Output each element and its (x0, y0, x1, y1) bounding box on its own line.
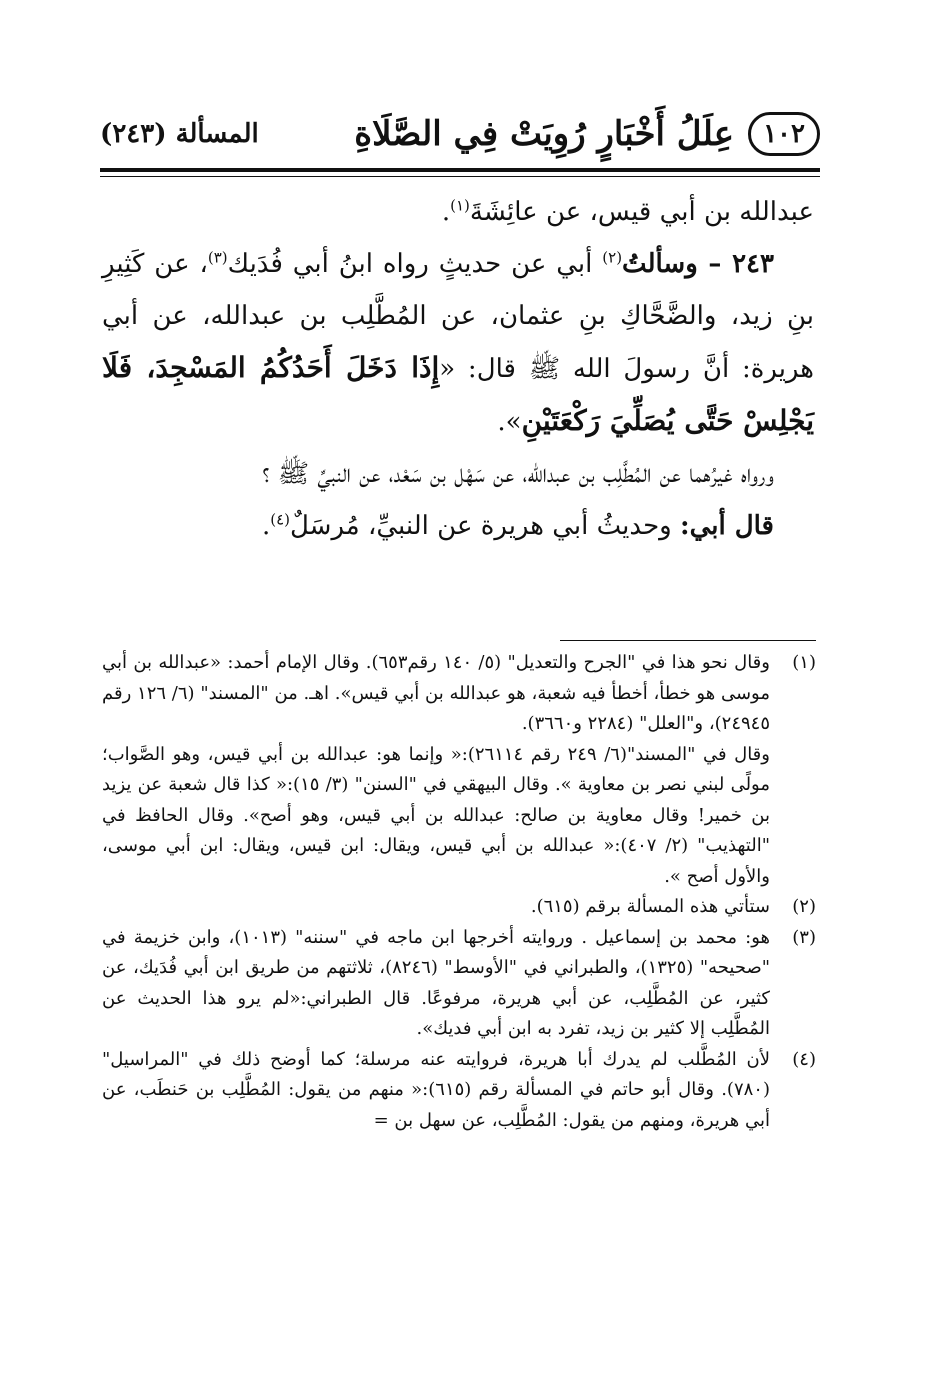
page-header (100, 108, 820, 160)
footnote-continuation (102, 740, 770, 893)
footnote-number: (٤) (792, 1048, 816, 1070)
footnote (102, 923, 816, 1045)
header-right-group (354, 112, 820, 156)
footnote (102, 648, 816, 740)
punctuation: ». (497, 407, 522, 437)
page-number: ١٠٢ (748, 112, 820, 156)
footnote-separator (560, 640, 816, 641)
footnote (102, 1045, 816, 1137)
book-title: عِلَلُ أَخْبَارٍ رُوِيَتْ فِي الصَّلَاةِ (354, 114, 735, 154)
footnote-number: (٢) (792, 896, 816, 917)
issue-label: المسألة (٢٤٣) (100, 119, 259, 149)
paragraph-text: ورواه غيرُهما عن المُطَّلِب بن عبدالله، عن سَهْل بن سَعْد، عن النبيِّ ﷺ ؟ (262, 459, 774, 489)
footnote-text: لأن المُطَّلب لم يدرك أبا هريرة، فروايته عنه مرسلة؛ كما أوضح ذلك في "المراسيل" (٧٨٠). وقال أبو حاتم في المسألة رقم (٦١٥):« منهم من يقول: المُطَّلِب بن حَنطَب، عن أبي هريرة، ومنهم من يقول: المُطَّلِب، عن سهل بن = (102, 1048, 771, 1131)
footnote (102, 892, 816, 923)
paragraph-text: ، عن كَثِيرِ بنِ زيد، والضَّحَّاكِ بنِ عثمان، عن المُطَّلِب بن عبدالله، عن أبي هريرة: أنَّ رسولَ الله ﷺ قال: « (102, 249, 814, 384)
footnote-text: هو: محمد بن إسماعيل . وروايته أخرجها ابن ماجه في "سننه" (١٠١٣)، وابن خزيمة في "صحيحه" (١٣٢٥)، والطبراني في "الأوسط" (٨٢٤٦)، ثلاثتهم من طريق ابن أبي فُدَيك، عن كثير، عن المُطَّلِب، عن أبي هريرة، مرفوعًا. قال الطبراني:«لم يرو هذا الحديث عن المُطَّلِب إلا كثير بن زيد، تفرد به ابن أبي فديك». (102, 926, 771, 1039)
issue-number: ٢٤٣ – وسألتُ (622, 249, 774, 279)
continuation-text: عبدالله بن أبي قيس، عن عائِشَةَ (469, 197, 814, 227)
punctuation: . (261, 511, 271, 541)
footnote-text: وقال في "المسند"(٦/ ٢٤٩ رقم ٢٦١١٤):« وإنما هو: عبدالله بن أبي قيس، وهو الصَّواب؛ مولًى لبني نصر بن معاوية ». وقال البيهقي في "السنن" (٣/ ١٥):« كذا قال شعبة عن يزيد بن خمير! وقال معاوية بن صالح: عبدالله بن أبي قيس، وهو أصح». وقال الحافظ في "التهذيب" (٢/ ٤٠٧):« عبدالله بن أبي قيس، ويقال: ابن قيس، ويقال: ابن أبي موسى، والأول أصح ». (102, 743, 770, 887)
answer-paragraph (102, 500, 814, 552)
footnote-number: (٣) (792, 926, 816, 948)
hadith-text: إِذَا دَخَلَ أَحَدُكُمُ المَسْجِدَ، فَلَا يَجْلِسْ حَتَّى يُصَلِّيَ رَكْعَتَيْنِ (102, 351, 814, 437)
footnote-ref: (١) (450, 196, 470, 215)
main-text (102, 186, 814, 552)
footnote-ref: (٤) (270, 510, 290, 529)
answer-label: قال أبي: (679, 511, 774, 541)
footnotes (102, 648, 816, 1136)
footnote-text: وقال نحو هذا في "الجرح والتعديل" (٥/ ١٤٠ رقم٦٥٣). وقال الإمام أحمد: «عبدالله بن أبي موسى هو خطأ، أخطأ فيه شعبة، هو عبدالله بن أبي قيس». اهـ. من "المسند" (٦/ ١٢٦ رقم ٢٤٩٤٥)، و"العلل" (٢٢٨٤ و٣٦٦٠). (102, 652, 770, 734)
narration-paragraph (102, 448, 814, 500)
header-rule-thin (100, 176, 820, 177)
paragraph-text: أبي عن حديثٍ رواه ابنُ أبي فُدَيك (227, 249, 603, 279)
punctuation: . (441, 197, 451, 227)
footnote-number: (١) (792, 652, 816, 673)
footnote-ref: (٢) (602, 248, 623, 267)
continuation-line (102, 186, 814, 238)
issue-paragraph (102, 238, 814, 448)
footnote-ref: (٣) (207, 248, 228, 267)
paragraph-text: وحديثُ أبي هريرة عن النبيِّ، مُرسَلٌ (289, 511, 680, 541)
footnote-text: ستأتي هذه المسألة برقم (٦١٥). (530, 896, 770, 917)
header-rule-thick (100, 168, 820, 172)
